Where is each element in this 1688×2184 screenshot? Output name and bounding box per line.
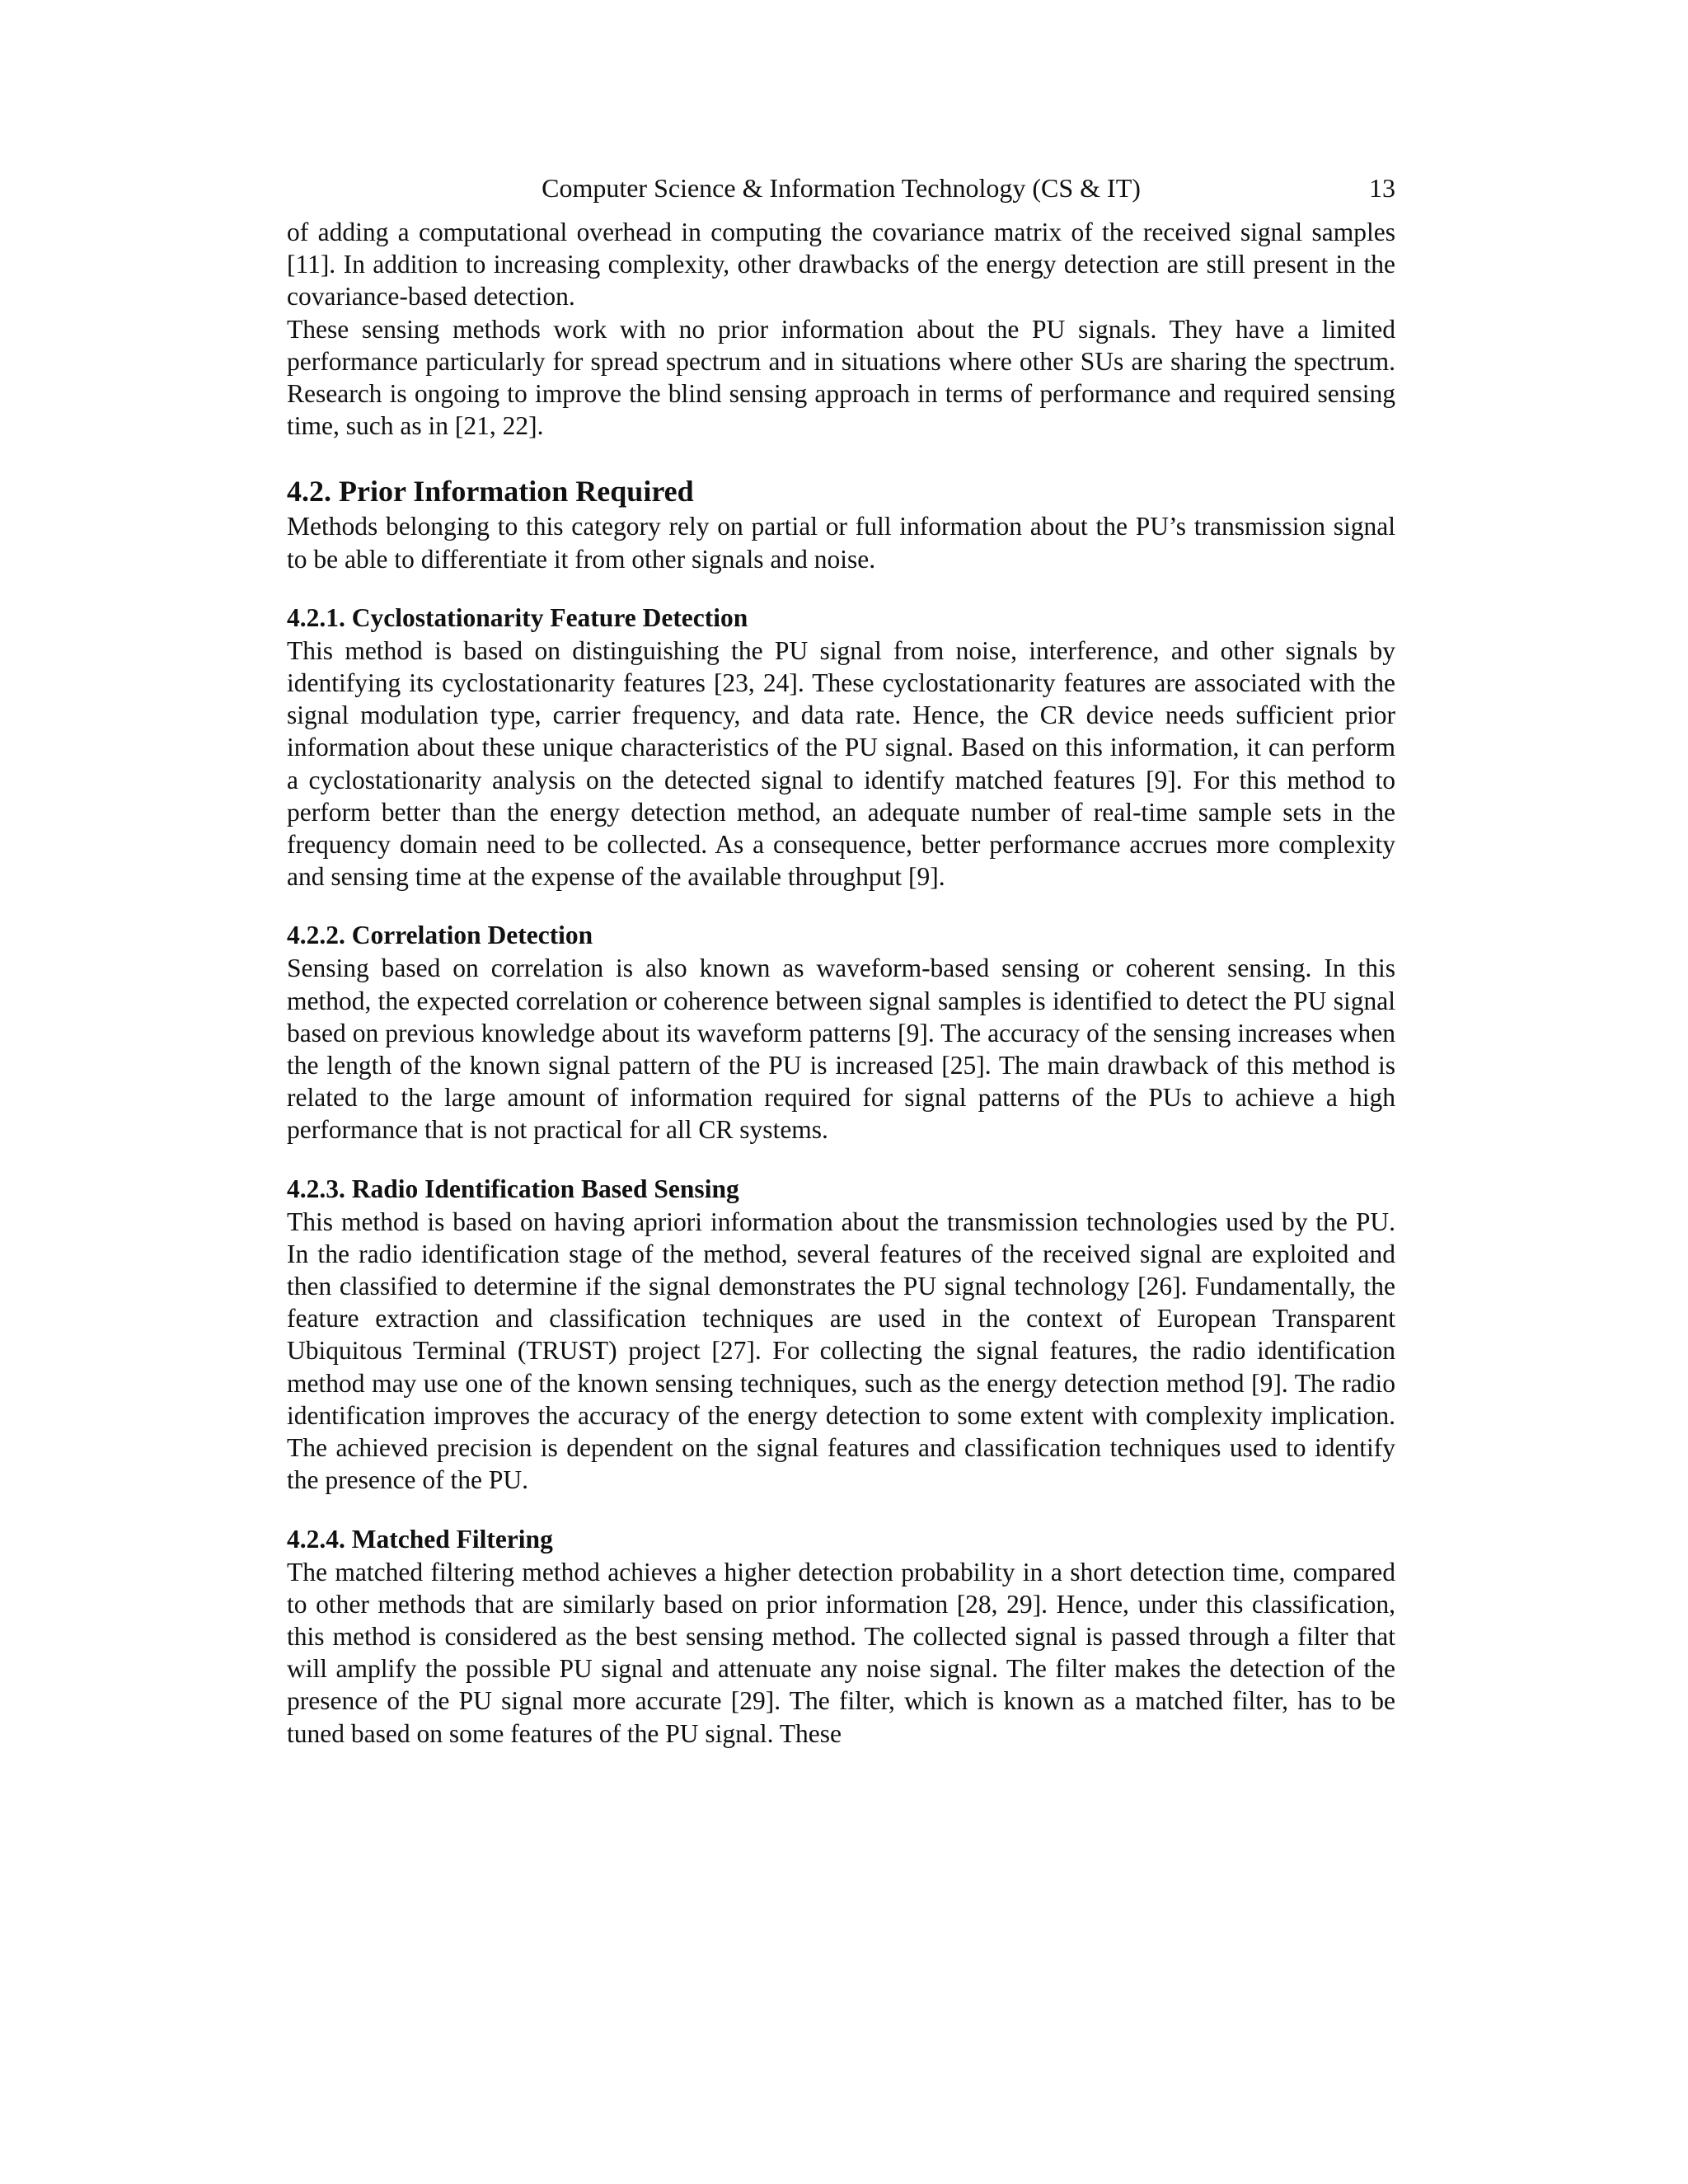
subsection-heading-4-2-4: 4.2.4. Matched Filtering (287, 1524, 553, 1554)
section-intro-4-2: Methods belonging to this category rely on partial or full information about the PU’s transmission signal to be able to differentiate it from other signals and noise. (287, 512, 1395, 574)
subsection-heading-4-2-2: 4.2.2. Correlation Detection (287, 921, 593, 950)
page-number: 13 (1369, 173, 1395, 203)
subsection-heading-4-2-1: 4.2.1. Cyclostationarity Feature Detection (287, 602, 748, 632)
subsection-body-4-2-2: Sensing based on correlation is also known as waveform-based sensing or coherent sensing. In this method, the expected correlation or coherence between signal samples is identified to detect the PU signal based on previous knowledge about its waveform patterns [9]. The accuracy of the sensing increases when the length of the known signal pattern of the PU is increased [25]. The main drawback of this method is related to the large amount of information required for signal patterns of the PUs to achieve a high performance that is not practical for all CR systems. (287, 954, 1395, 1145)
subsection-body-4-2-3: This method is based on having apriori information about the transmission technologies used by the PU. In the radio identification stage of the method, several features of the received signal are exploited and then classified to determine if the signal demonstrates the PU signal technology [26]. Fundamentally, the feature extraction and classification techniques are used in the context of European Transparent Ubiquitous Terminal (TRUST) project [27]. For collecting the signal features, the radio identification method may use one of the known sensing techniques, such as the energy detection method [9]. The radio identification improves the accuracy of the energy detection to some extent with complexity implication. The achieved precision is dependent on the signal features and classification techniques used to identify the presence of the PU. (287, 1207, 1395, 1495)
paragraph-continuation: of adding a computational overhead in computing the covariance matrix of the received signal samples [11]. In addition to increasing complexity, other drawbacks of the energy detection are still present in the covariance-based detection. (287, 218, 1395, 312)
running-header (287, 170, 1395, 206)
section-heading-4-2: 4.2. Prior Information Required (287, 475, 694, 509)
journal-title: Computer Science & Information Technology (CS & IT) (542, 173, 1141, 203)
subsection-body-4-2-1: This method is based on distinguishing the PU signal from noise, interference, and other signals by identifying its cyclostationarity features [23, 24]. These cyclostationarity features are associated with the signal modulation type, carrier frequency, and data rate. Hence, the CR device needs sufficient prior information about these unique characteristics of the PU signal. Based on this information, it can perform a cyclostationarity analysis on the detected signal to identify matched features [9]. For this method to perform better than the energy detection method, an adequate number of real-time sample sets in the frequency domain need to be collected. As a consequence, better performance accrues more complexity and sensing time at the expense of the available throughput [9]. (287, 635, 1395, 892)
body-content (287, 216, 1395, 1750)
subsection-body-4-2-4: The matched filtering method achieves a higher detection probability in a short detection time, compared to other methods that are similarly based on prior information [28, 29]. Hence, under this classification, this method is considered as the best sensing method. The collected signal is passed through a filter that will amplify the possible PU signal and attenuate any noise signal. The filter makes the detection of the presence of the PU signal more accurate [29]. The filter, which is known as a matched filter, has to be tuned based on some features of the PU signal. These (287, 1557, 1395, 1748)
paragraph-blind-sensing: These sensing methods work with no prior information about the PU signals. They have a limited performance particularly for spread spectrum and in situations where other SUs are sharing the spectrum. Research is ongoing to improve the blind sensing approach in terms of performance and required sensing time, such as in [21, 22]. (287, 314, 1395, 441)
subsection-heading-4-2-3: 4.2.3. Radio Identification Based Sensing (287, 1174, 739, 1203)
